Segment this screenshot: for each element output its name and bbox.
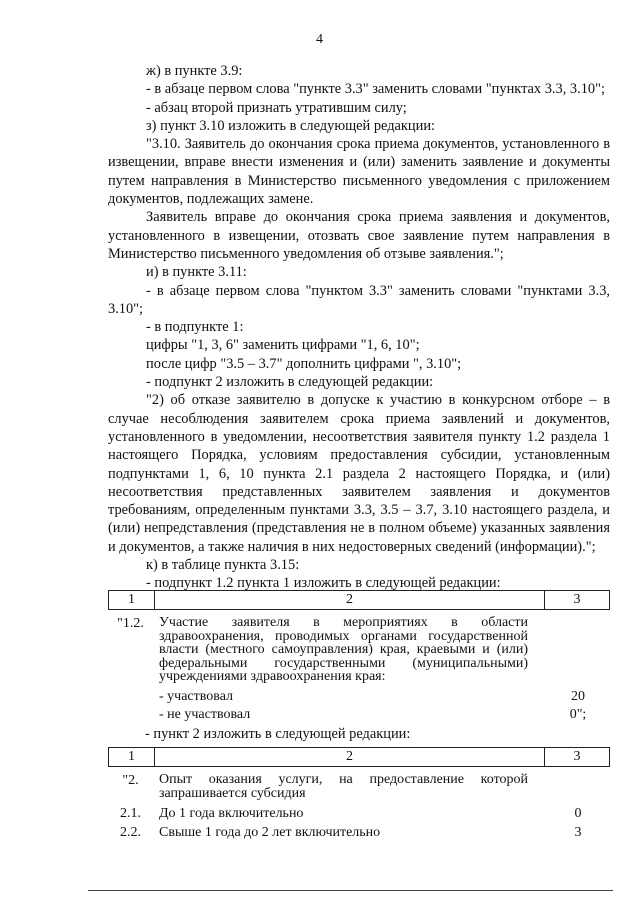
table-subitem-1-2 xyxy=(108,590,610,723)
bottom-rule xyxy=(88,890,613,891)
option-value: 20 xyxy=(571,688,585,704)
row-text: Свыше 1 года до 2 лет включительно xyxy=(159,825,381,840)
paragraph: - подпункт 1.2 пункта 1 изложить в следующей редакции: xyxy=(146,575,501,592)
paragraph: Заявитель вправе до окончания срока приема заявления и документов, установленного в извещении, отозвать свое заявление путем направления в Министерство письменного уведомления об отзыве заявления."; xyxy=(108,209,610,262)
row-text: До 1 года включительно xyxy=(159,806,304,821)
table-row xyxy=(108,825,610,841)
row-value: 3 xyxy=(574,825,582,840)
paragraph: - абзац второй признать утратившим силу; xyxy=(146,99,407,116)
table-row xyxy=(108,689,610,705)
row-number: 2.1. xyxy=(120,806,141,821)
paragraph: - подпункт 2 изложить в следующей редакции: xyxy=(146,374,434,391)
table-row xyxy=(108,707,610,723)
table-item-2 xyxy=(108,747,610,841)
row-number: "1.2. xyxy=(117,616,144,631)
header-cell: 3 xyxy=(573,749,581,764)
paragraph: ж) в пункте 3.9: xyxy=(146,63,243,79)
page-number: 4 xyxy=(316,32,323,47)
row-text: Опыт оказания услуги, на предоставление которой запрашивается субсидия xyxy=(159,772,528,801)
paragraph: "2) об отказе заявителю в допуске к участию в конкурсном отборе – в случае несоблюдения заявителем срока приема заявлений и документов, установленного в уведомлении, несоответствия заявителя пункту 1.2 раздела 1 настоящего Порядка, условиям предоставления субсидии, установленным подпунктами 1, 6, 10 пункта 2.1 раздела 2 настоящего Порядка, и (или) несоответствия представленных заявителем заявления и документов требованиям, определенным пунктами 3.3, 3.5 – 3.7, 3.10 настоящего раздела, и (или) непредставления (представления не в полном объеме) указанных заявления и документов, а также наличия в них недостоверных сведений (информации)."; xyxy=(108,392,610,555)
option-label: - участвовал xyxy=(159,688,234,704)
table-header xyxy=(108,590,610,610)
paragraph: - пункт 2 изложить в следующей редакции: xyxy=(145,726,411,742)
paragraph: цифры "1, 3, 6" заменить цифрами "1, 6, 10"; xyxy=(146,337,420,354)
option-label: - не участвовал xyxy=(159,706,251,722)
document-body xyxy=(108,62,610,593)
paragraph: - в абзаце первом слова "пункте 3.3" заменить словами "пунктах 3.3, 3.10"; xyxy=(146,81,605,98)
row-text: Участие заявителя в мероприятиях в области здравоохранения, проводимых органами государственной власти (местного самоуправления) края, краевыми и (или) федеральными государственными (муниципальными) учреждениями здравоохранения края: xyxy=(159,615,528,684)
paragraph: "3.10. Заявитель до окончания срока приема документов, установленного в извещении, вправе внести изменения и (или) заменить заявление и документы путем направления в Министерство письменного уведомления с приложением документов, подлежащих замене. xyxy=(108,136,610,208)
row-value: 0 xyxy=(574,806,582,821)
row-number: 2.2. xyxy=(120,825,141,840)
paragraph: - в подпункте 1: xyxy=(146,319,244,336)
header-cell: 2 xyxy=(155,591,545,609)
paragraph: з) пункт 3.10 изложить в следующей редакции: xyxy=(146,117,436,134)
row-value xyxy=(546,773,610,800)
table-header xyxy=(108,747,610,767)
paragraph: к) в таблице пункта 3.15: xyxy=(146,557,300,574)
paragraph: и) в пункте 3.11: xyxy=(146,264,247,281)
option-value: 0"; xyxy=(569,706,587,722)
paragraph: - в абзаце первом слова "пунктом 3.3" заменить словами "пунктами 3.3, 3.10"; xyxy=(108,282,610,317)
header-cell: 2 xyxy=(155,748,545,766)
table-row xyxy=(108,616,610,684)
header-cell: 3 xyxy=(573,592,581,607)
header-cell: 1 xyxy=(109,748,155,766)
table-row xyxy=(108,773,610,800)
row-number: "2. xyxy=(122,773,139,788)
paragraph: после цифр "3.5 – 3.7" дополнить цифрами ", 3.10"; xyxy=(146,355,462,372)
header-cell: 1 xyxy=(109,591,155,609)
table-row xyxy=(108,806,610,822)
